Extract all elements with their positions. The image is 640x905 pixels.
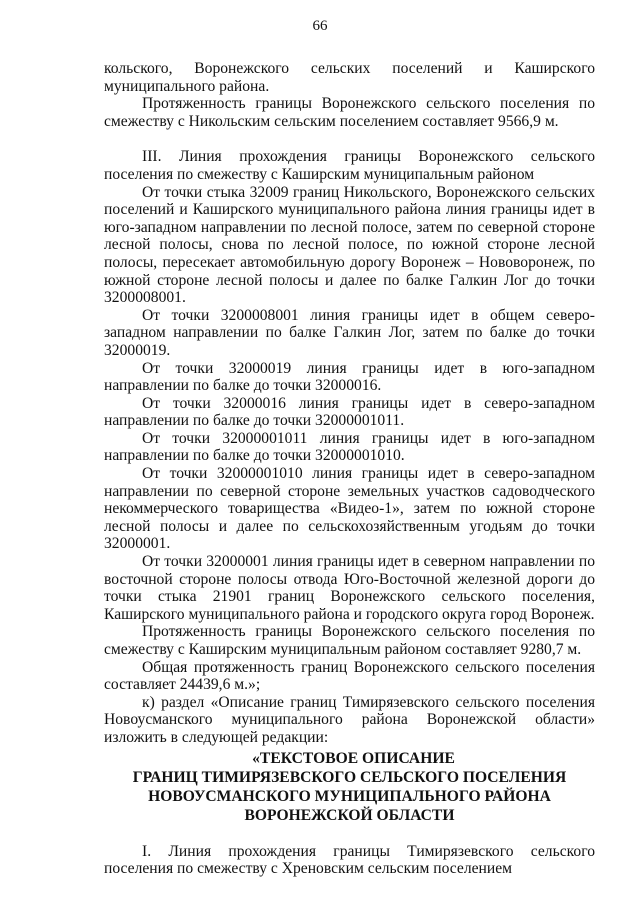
paragraph-point-32000016: От точки 32000016 линия границы идет в северо-западном направлении по балке до точки 32000001011. [104,394,595,430]
heading-line: «ТЕКСТОВОЕ ОПИСАНИЕ [252,749,455,767]
paragraph-point-32000001: От точки 32000001 линия границы идет в северном направлении по восточной стороне полосы отвода Юго-Восточной железной дороги до точки стыка 21901 границ Воронежского сельского поселения, Каширского муниципального района и городского округа город Воронеж. [104,553,595,623]
paragraph-section-k: к) раздел «Описание границ Тимирязевского сельского поселения Новоусманского муниципального района Воронежской области» изложить в следующей редакции: [104,693,595,746]
paragraph-continuation: кольского, Воронежского сельских поселений и Каширского муниципального района. [104,60,595,95]
document-body [104,60,595,878]
paragraph-point-3200008001: От точки 3200008001 линия границы идет в общем северо-западном направлении по балке Галкин Лог, затем по балке до точки 32000019. [104,306,595,359]
paragraph-point-32000001010: От точки 32000001010 линия границы идет в северо-западном направлении по северной стороне земельных участков садоводческого некоммерческого товарищества «Видео-1», затем по южной стороне лесной полосы и далее по сельскохозяйственным угодьям до точки 32000001. [104,465,595,553]
heading-line: НОВОУСМАНСКОГО МУНИЦИПАЛЬНОГО РАЙОНА [148,787,551,805]
page-number: 66 [312,18,328,34]
paragraph-point-32009: От точки стыка 32009 границ Никольского, Воронежского сельских поселений и Каширского муниципального района линия границы идет в юго-западном направлении по лесной полосе, затем по северной стороне лесной полосы, снова по лесной полосе, по южной стороне лесной полосы, пересекает автомобильную дорогу Воронеж – Нововоронеж, по южной стороне лесной полосы и далее по балке Галкин Лог до точки 3200008001. [104,183,595,307]
paragraph-point-32000019: От точки 32000019 линия границы идет в юго-западном направлении по балке до точки 32000016. [104,359,595,395]
section-heading [104,749,595,825]
paragraph-total-length: Общая протяженность границ Воронежского сельского поселения составляет 24439,6 м.»; [104,658,595,694]
paragraph-length-nikolsky: Протяженность границы Воронежского сельского поселения по смежеству с Никольским сельским поселением составляет 9566,9 м. [104,95,595,130]
paragraph-point-32000001011: От точки 32000001011 линия границы идет в юго-западном направлении по балке до точки 32000001010. [104,429,595,465]
paragraph-length-kashirsky: Протяженность границы Воронежского сельского поселения по смежеству с Каширским муниципальным районом составляет 9280,7 м. [104,623,595,658]
heading-line: ГРАНИЦ ТИМИРЯЗЕВСКОГО СЕЛЬСКОГО ПОСЕЛЕНИЯ [132,768,567,786]
section-one-title: I. Линия прохождения границы Тимирязевского сельского поселения по смежеству с Хреновским сельским поселением [104,842,595,878]
section-three-title: III. Линия прохождения границы Воронежского сельского поселения по смежеству с Каширским муниципальным районом [104,148,595,183]
heading-line: ВОРОНЕЖСКОЙ ОБЛАСТИ [244,806,455,824]
